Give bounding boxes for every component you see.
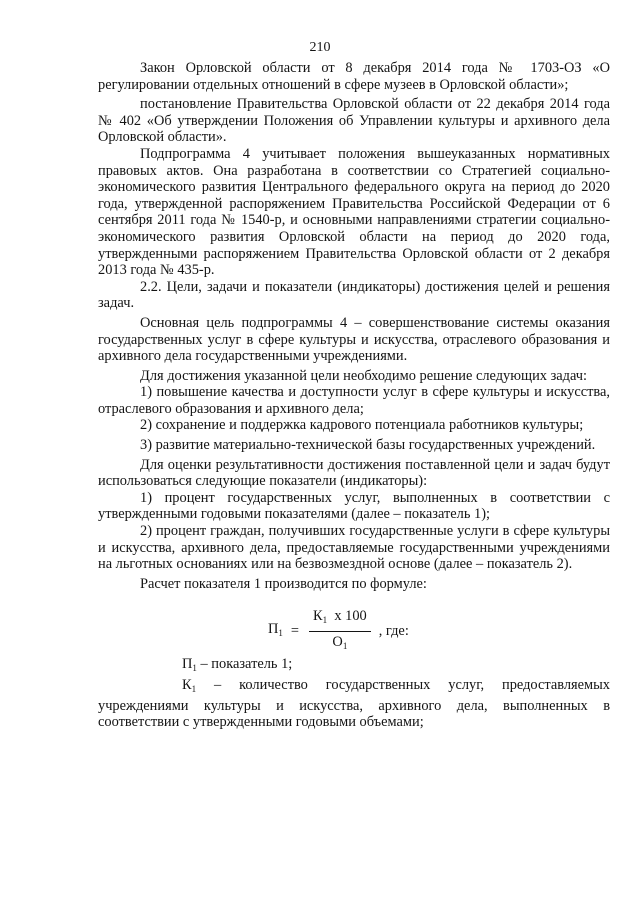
- paragraph-main-goal: Основная цель подпрограммы 4 – совершенствование системы оказания государственных услуг в сфере культуры и искусства, отраслевого образования и архивного дела государственными учреждениями.: [98, 314, 610, 365]
- paragraph-formula-intro: Расчет показателя 1 производится по формуле:: [140, 575, 427, 592]
- formula-equals: =: [290, 623, 300, 640]
- definition-k1: $К_1$ – количество государственных услуг, предоставляемых учреждениями культуры и искусства, архивного дела, выполненных в соответствии с утвержденными годовыми объемами;: [98, 677, 610, 731]
- formula-numerator: $К_1$ х 100: [309, 608, 371, 632]
- task-item-2: 2) сохранение и поддержка кадрового потенциала работников культуры;: [140, 417, 584, 434]
- indicator-item-1: 1) процент государственных услуг, выполненных в соответствии с утвержденными годовыми показателями (далее – показатель 1);: [98, 489, 610, 523]
- paragraph-indicators-intro: Для оценки результативности достижения поставленной цели и задач будут использоваться следующие показатели (индикаторы):: [98, 456, 610, 490]
- formula-indicator-1: [268, 608, 409, 654]
- definition-p1: $П_1$ – показатель 1;: [182, 656, 293, 674]
- formula-fraction: [309, 608, 371, 654]
- paragraph-tasks-intro: Для достижения указанной цели необходимо решение следующих задач:: [140, 367, 588, 384]
- paragraph-law-museums: Закон Орловской области от 8 декабря 2014 года № 1703-ОЗ «О регулировании отдельных отношений в сфере музеев в Орловской области»;: [98, 60, 610, 93]
- formula-denominator: $О_1$: [332, 634, 348, 651]
- formula-tail: , где:: [378, 623, 409, 640]
- task-item-1: 1) повышение качества и доступности услуг в сфере культуры и искусства, отраслевого образования и архивного дела;: [98, 384, 610, 417]
- page-number: 210: [309, 40, 331, 55]
- paragraph-resolution-402: постановление Правительства Орловской области от 22 декабря 2014 года № 402 «Об утверждении Положения об Управлении культуры и архивного дела Орловской области».: [98, 96, 610, 146]
- paragraph-subprogram-basis: Подпрограмма 4 учитывает положения вышеуказанных нормативных правовых актов. Она разработана в соответствии со Стратегией социально-экономического развития Центрального федерального округа на период до 2020 года, утвержденной распоряжением Правительства Российской Федерации от 6 сентября 2011 года № 1540-р, и основными направлениями стратегии социально-экономического развития Орловской области на период до 2020 года, утвержденными распоряжением Правительства Орловской области от 2 декабря 2013 года № 435-р.: [98, 145, 610, 279]
- formula-lhs: $П_1$: [268, 621, 283, 639]
- section-heading-goals: 2.2. Цели, задачи и показатели (индикаторы) достижения целей и решения задач.: [98, 278, 610, 312]
- task-item-3: 3) развитие материально-технической базы государственных учреждений.: [140, 437, 596, 454]
- document-body: [98, 60, 610, 731]
- formula-block: [98, 600, 610, 650]
- indicator-item-2: 2) процент граждан, получивших государственные услуги в сфере культуры и искусства, архивного дела, предоставляемые государственными учреждениями на льготных основаниях или на безвозмездной основе (далее – показатель 2).: [98, 523, 610, 573]
